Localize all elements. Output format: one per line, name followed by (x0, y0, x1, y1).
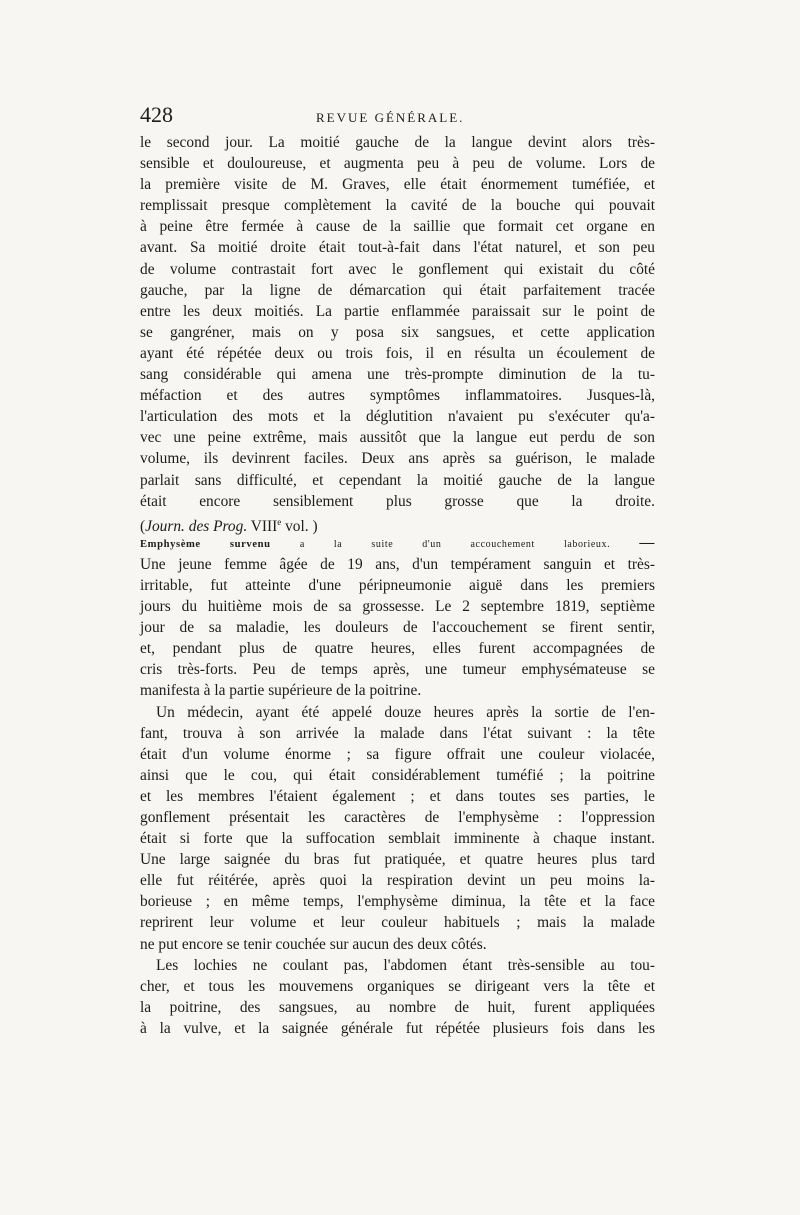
text-line: sang considérable qui amena une très-prompte diminution de la tu- (140, 366, 655, 384)
text-line: la première visite de M. Graves, elle était énormement tuméfiée, et (140, 176, 655, 194)
text-line: Une large saignée du bras fut pratiquée, et quatre heures plus tard (140, 851, 655, 869)
citation-open: ( (140, 517, 146, 535)
text-line: l'articulation des mots et la déglutition n'avaient pu s'exécuter qu'a- (140, 408, 655, 426)
text-line: cher, et tous les mouvemens organiques se dirigeant vers la tête et (140, 977, 655, 995)
text-line: Un médecin, ayant été appelé douze heures après la sortie de l'en- (156, 703, 655, 721)
paragraph-physician-visit (140, 702, 655, 955)
text-line: méfaction et des autres symptômes inflammatoires. Jusques-là, (140, 387, 655, 405)
text-line: elle fut réitérée, après quoi la respiration devint un peu moins la- (140, 872, 655, 890)
text-line: était encore sensiblement plus grosse que la droite. (140, 492, 655, 510)
text-line: borieuse ; en même temps, l'emphysème diminua, la tête et la face (140, 893, 655, 911)
text-line: jours du huitième mois de sa grossesse. Le 2 septembre 1819, septième (140, 598, 655, 616)
text-line: entre les deux moitiés. La partie enflammée paraissait sur le point de (140, 302, 655, 320)
text-line: volume, ils devinrent faciles. Deux ans après sa guérison, le malade (140, 450, 655, 468)
citation-close: ) (312, 517, 318, 535)
section-title-caps: Emphysème survenu (140, 538, 271, 550)
paragraph-emphysema-case (140, 554, 655, 702)
text-line: vec une peine extrême, mais aussitôt que la langue eut perdu de son (140, 429, 655, 447)
text-line: ainsi que le cou, qui était considérablement tuméfié ; la poitrine (140, 766, 655, 784)
text-line: le second jour. La moitié gauche de la langue devint alors très- (140, 134, 655, 151)
book-page (140, 102, 655, 1039)
citation-line (140, 512, 655, 533)
text-line: avant. Sa moitié droite était tout-à-fait dans l'état naturel, et son peu (140, 239, 655, 257)
text-line: fant, trouva à son arrivée la malade dans l'état suivant : la tête (140, 724, 655, 742)
text-line: Les lochies ne coulant pas, l'abdomen étant très-sensible au tou- (156, 956, 655, 974)
section-title-rest: a la suite d'un accouchement laborieux. (299, 538, 611, 550)
text-line: ne put encore se tenir couchée sur aucun des deux côtés. (140, 935, 487, 953)
text-line: se gangréner, mais on y posa six sangsues, et cette application (140, 323, 655, 341)
text-line: était si forte que la suffocation semblait imminente à chaque instant. (140, 830, 655, 848)
section-title (140, 533, 655, 554)
citation-volume-sup: e (277, 516, 282, 527)
text-line: remplissait presque complètement la cavité de la bouche qui pouvait (140, 197, 655, 215)
text-line: cris très-forts. Peu de temps après, une tumeur emphysémateuse se (140, 661, 655, 679)
text-line: manifesta à la partie supérieure de la poitrine. (140, 682, 422, 700)
text-line: Une jeune femme âgée de 19 ans, d'un tempérament sanguin et très- (140, 555, 655, 573)
text-line: de volume contrastait fort avec le gonflement qui existait du côté (140, 260, 655, 278)
text-line: et les membres l'étaient également ; et dans toutes ses parties, le (140, 787, 655, 805)
text-line: gauche, par la ligne de démarcation qui était parfaitement tracée (140, 281, 655, 299)
text-line: sensible et douloureuse, et augmenta peu à peu de volume. Lors de (140, 155, 655, 173)
text-line: irritable, fut atteinte d'une péripneumonie aiguë dans les premiers (140, 576, 655, 594)
text-line: à peine être fermée à cause de la saillie que formait cet organe en (140, 218, 655, 236)
paragraph-tongue-case (140, 132, 655, 533)
text-line: et, pendant plus de quatre heures, elles furent accompagnées de (140, 640, 655, 658)
paragraph-treatment (140, 955, 655, 1039)
running-head: REVUE GÉNÉRALE. (316, 110, 465, 125)
text-line: à la vulve, et la saignée générale fut répétée plusieurs fois dans les (140, 1019, 655, 1037)
text-line: parlait sans difficulté, et cependant la moitié gauche de la langue (140, 471, 655, 489)
citation-volume: VIII (250, 517, 278, 535)
text-line: gonflement présentait les caractères de l'emphysème : l'oppression (140, 809, 655, 826)
page-header (140, 102, 655, 132)
page-number: 428 (140, 102, 173, 127)
text-line: jour de sa maladie, les douleurs de l'accouchement se firent sentir, (140, 619, 655, 637)
text-line: était d'un volume énorme ; sa figure offrait une couleur violacée, (140, 745, 655, 763)
citation-journal: Journ. des Prog. (145, 517, 248, 535)
citation-volume-word: vol. (285, 517, 309, 535)
section-dash: — (639, 534, 656, 551)
text-line: la poitrine, des sangsues, au nombre de huit, furent appliquées (140, 998, 655, 1016)
text-line: ayant été répétée deux ou trois fois, il en résulta un écoulement de (140, 344, 655, 362)
text-line: reprirent leur volume et leur couleur habituels ; mais la malade (140, 914, 655, 932)
